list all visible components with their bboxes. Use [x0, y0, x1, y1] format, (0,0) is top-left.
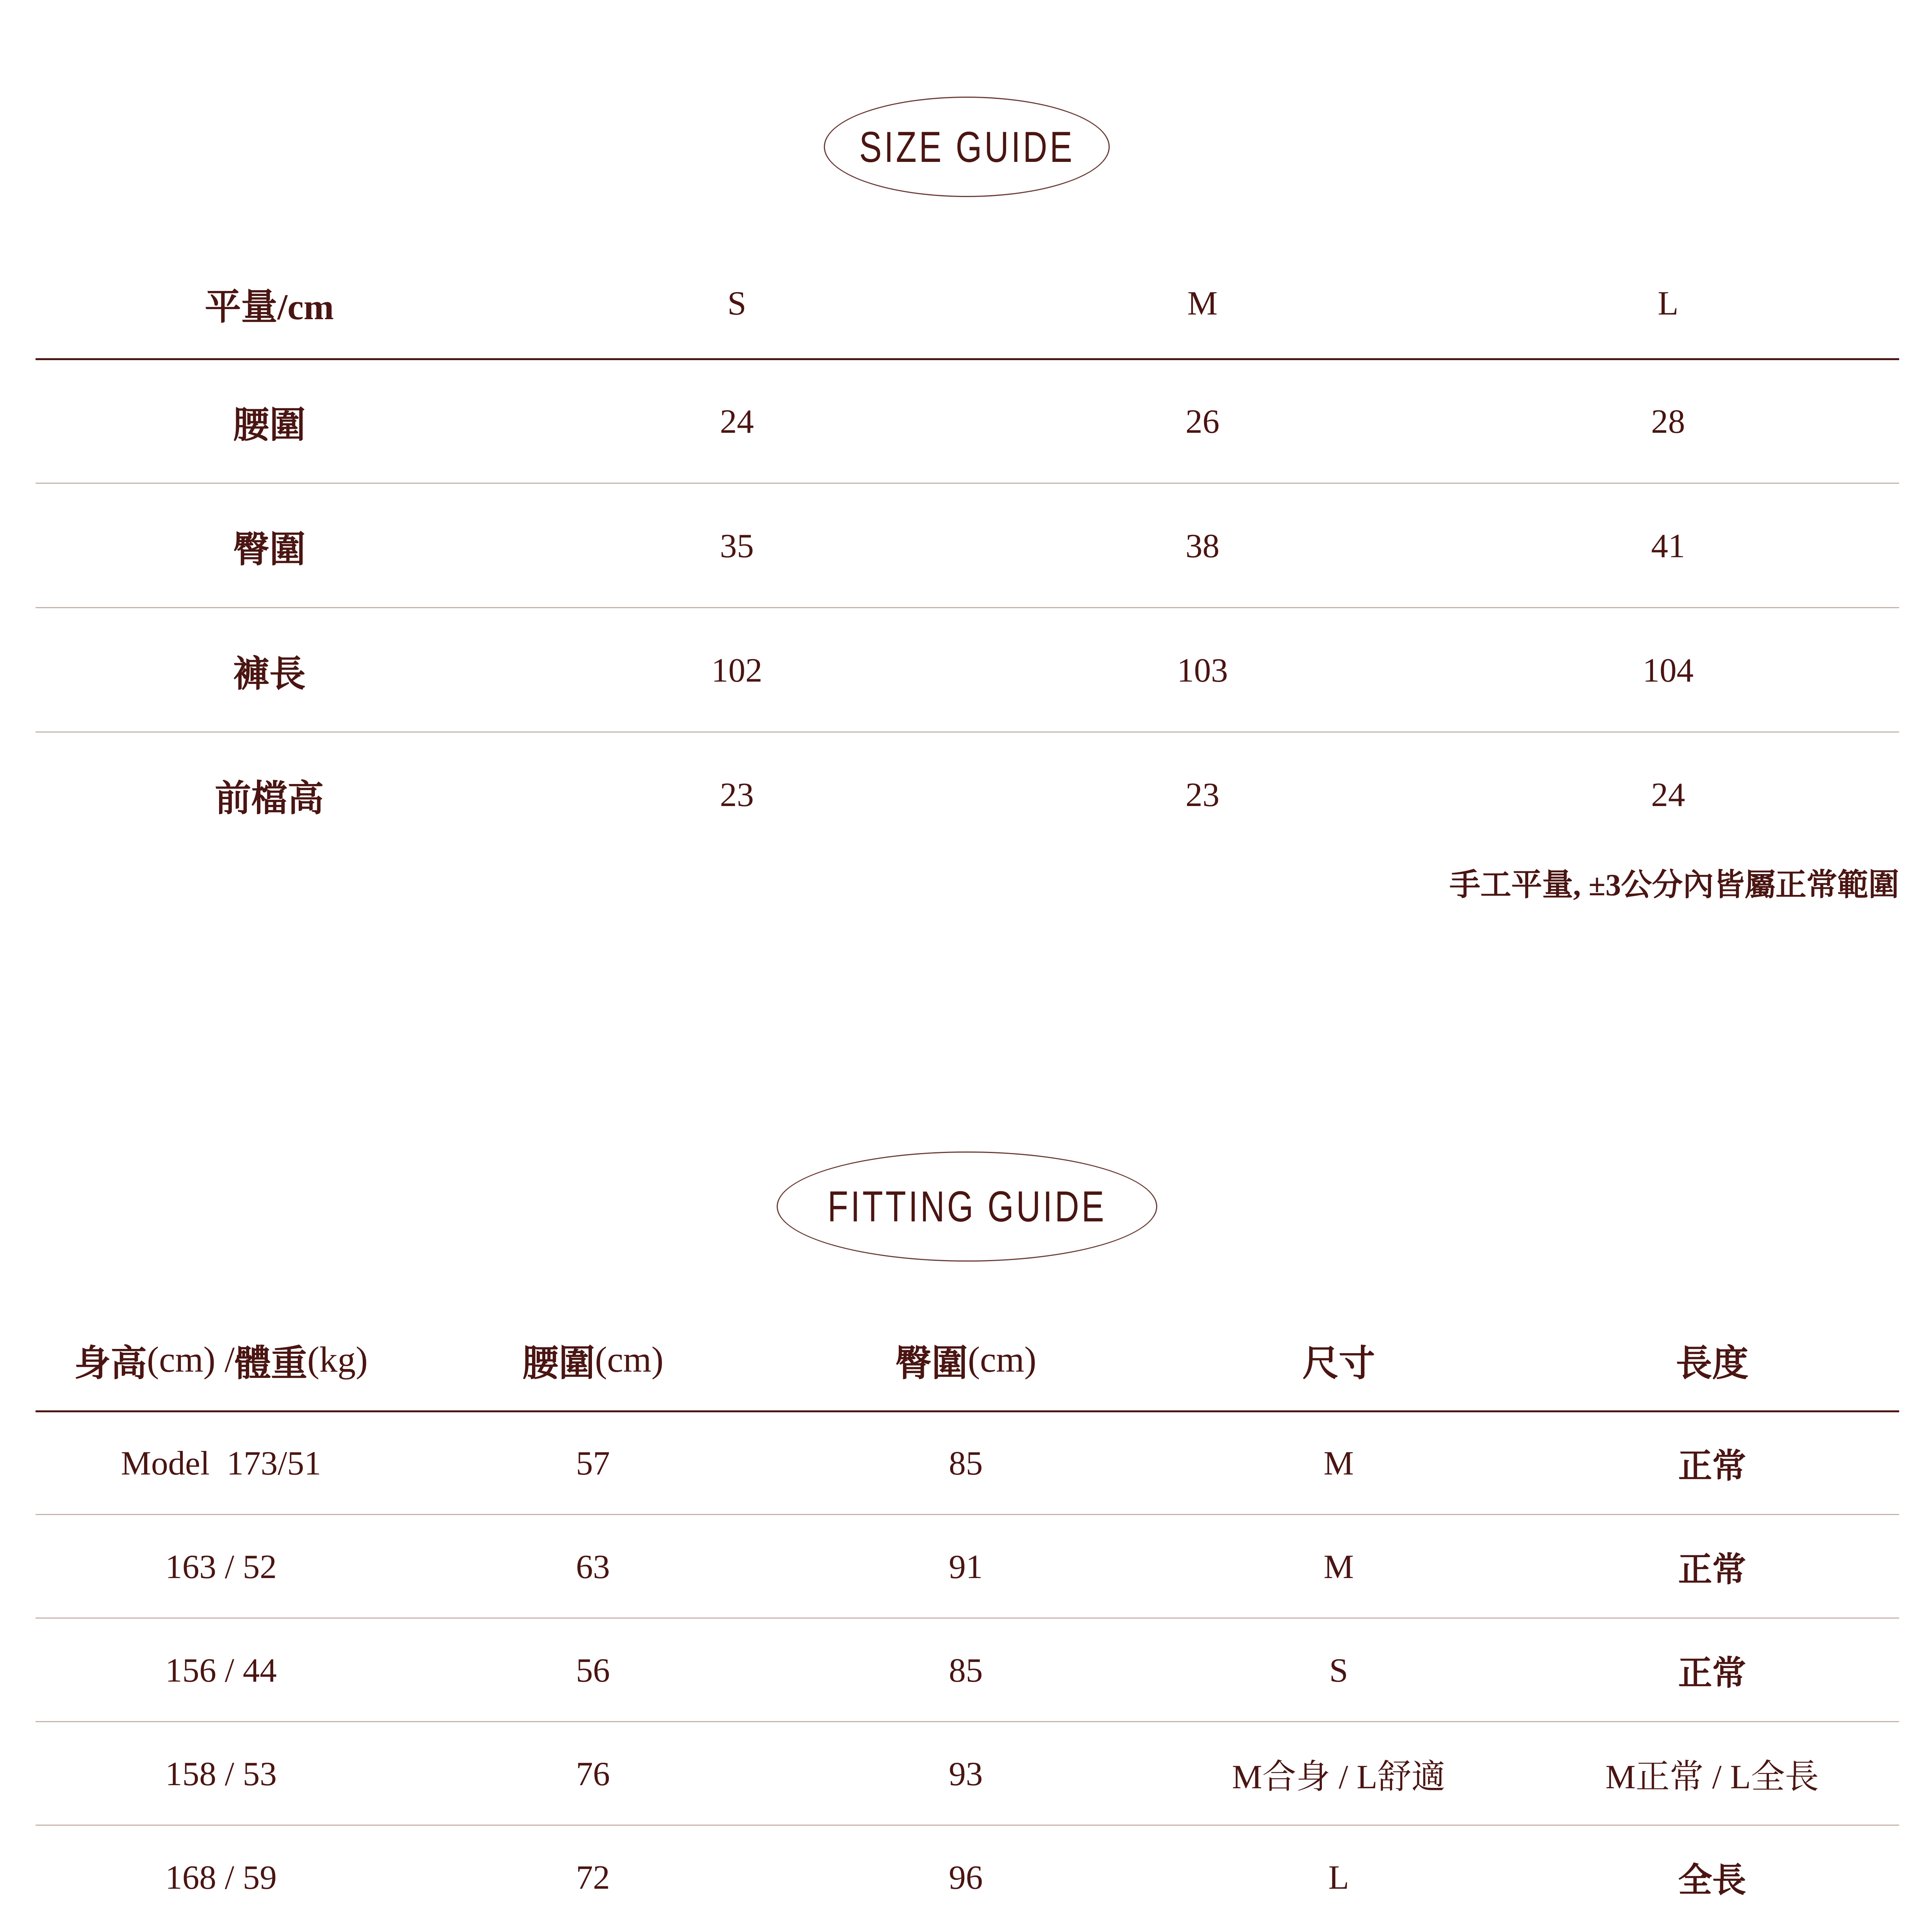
table-cell: 63: [576, 1548, 610, 1586]
header-unit: 平量/cm: [204, 287, 334, 327]
header-size-s: S: [727, 284, 747, 322]
header-hip-label: 臀圍: [895, 1343, 968, 1384]
size-guide-badge: [824, 97, 1110, 197]
table-cell: M合身 / L舒適: [1232, 1759, 1446, 1796]
size-table-header: [36, 247, 1899, 359]
table-cell: 24: [1651, 776, 1685, 814]
table-cell: 85: [949, 1651, 983, 1689]
table-cell: L: [1328, 1859, 1349, 1896]
table-cell: 正常: [1678, 1551, 1746, 1589]
header-height-label: 身高: [74, 1343, 147, 1384]
table-cell: 23: [1185, 776, 1219, 814]
table-cell: 96: [949, 1859, 983, 1896]
table-cell: 158 / 53: [165, 1755, 277, 1793]
table-cell: 93: [949, 1755, 983, 1793]
row-label: 褲長: [233, 654, 306, 694]
table-cell: 57: [576, 1444, 610, 1482]
header-size-m: M: [1187, 284, 1218, 322]
table-row: [36, 733, 1899, 857]
table-cell: M正常 / L全長: [1605, 1759, 1819, 1796]
table-row: [36, 1826, 1899, 1929]
table-cell: 103: [1177, 651, 1228, 689]
table-cell: 正常: [1678, 1655, 1746, 1692]
table-row: [36, 484, 1899, 608]
fitting-guide-title: FITTING GUIDE: [827, 1182, 1107, 1231]
table-cell: 全長: [1678, 1862, 1746, 1900]
header-waist-unit: (cm): [595, 1340, 664, 1380]
table-cell: 28: [1651, 403, 1685, 440]
table-cell: 168 / 59: [165, 1859, 277, 1896]
table-row: [36, 1412, 1899, 1515]
header-hip: [779, 1308, 1152, 1412]
row-label: 前檔高: [214, 778, 324, 819]
table-cell: 85: [949, 1444, 983, 1482]
table-cell: 35: [720, 527, 754, 565]
header-length: [1525, 1308, 1899, 1412]
table-cell: M: [1323, 1548, 1354, 1586]
row-label: 臀圍: [233, 529, 306, 570]
size-table: [36, 247, 1899, 857]
fitting-table-header: [36, 1308, 1899, 1412]
table-cell: 41: [1651, 527, 1685, 565]
header-size-label: 尺寸: [1302, 1343, 1375, 1384]
header-hip-unit: (cm): [968, 1340, 1037, 1380]
table-row: [36, 1515, 1899, 1619]
table-row: [36, 1722, 1899, 1826]
header-height-unit: (cm) /: [147, 1340, 235, 1380]
header-weight-unit: (kg): [307, 1340, 368, 1380]
table-cell: 38: [1185, 527, 1219, 565]
table-row: [36, 359, 1899, 484]
table-cell: S: [1329, 1651, 1348, 1689]
table-cell: M: [1323, 1444, 1354, 1482]
table-cell: 156 / 44: [165, 1651, 277, 1689]
table-cell: 正常: [1678, 1448, 1746, 1485]
fitting-table: [36, 1308, 1899, 1929]
table-cell: 26: [1185, 403, 1219, 440]
table-cell: 76: [576, 1755, 610, 1793]
table-cell: 24: [720, 403, 754, 440]
table-cell: 23: [720, 776, 754, 814]
table-cell: 102: [711, 651, 762, 689]
table-cell: 104: [1643, 651, 1694, 689]
table-cell: 91: [949, 1548, 983, 1586]
header-size: [1152, 1308, 1525, 1412]
measurement-note: 手工平量, ±3公分內皆屬正常範圍: [1449, 868, 1899, 902]
size-guide-title: SIZE GUIDE: [859, 122, 1075, 171]
header-size-l: L: [1658, 284, 1679, 322]
row-label: 腰圍: [233, 405, 306, 446]
header-height-weight: [36, 1308, 406, 1412]
table-row: [36, 608, 1899, 733]
table-cell: 163 / 52: [165, 1548, 277, 1586]
header-length-label: 長度: [1675, 1343, 1748, 1384]
fitting-guide-badge: [777, 1151, 1157, 1262]
table-row: [36, 1619, 1899, 1722]
table-cell: 56: [576, 1651, 610, 1689]
header-weight-label: 體重: [235, 1343, 308, 1384]
table-cell: 72: [576, 1859, 610, 1896]
header-waist: [406, 1308, 779, 1412]
header-waist-label: 腰圍: [522, 1343, 595, 1384]
table-cell: Model 173/51: [121, 1444, 321, 1482]
